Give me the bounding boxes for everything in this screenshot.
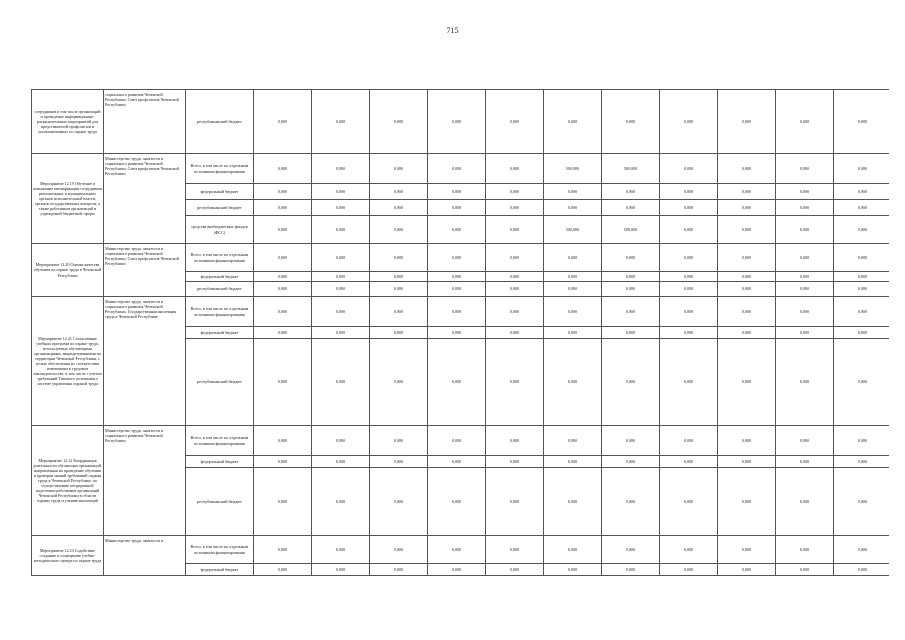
value-cell: 0,000 (254, 282, 312, 297)
value-cell: 0,000 (660, 536, 718, 564)
executors-cell: социального развития Чеченской Республики, Союз профсоюзов Чеченской Республики (104, 90, 186, 154)
value-cell: 0,000 (486, 216, 544, 244)
value-cell: 0,000 (602, 426, 660, 456)
table-wrap (31, 89, 889, 604)
value-cell: 500,000 (602, 154, 660, 184)
measure-name-cell: Мероприятие 12.22 Координация деятельности обучающих организаций, направленная на проведение обучения и проверки знаний требований охраны труда в Чеченской Республике, по осуществлению непрерывной подготовки работников организаций Чеченской Республики в области охраны труда и учению инспекций (32, 426, 104, 536)
value-cell: 0,000 (370, 297, 428, 327)
value-cell: 0,000 (254, 154, 312, 184)
funding-source-cell: федеральный бюджет (186, 327, 254, 339)
value-cell: 0,000 (428, 536, 486, 564)
measure-name-cell: сотрудников в том числе организаций и проведение информационно-разъяснительных мероприятий для представителей профсоюзов и уполномоченных по охране труда (32, 90, 104, 154)
value-cell: 0,000 (312, 216, 370, 244)
funding-source-cell: федеральный бюджет (186, 272, 254, 282)
value-cell: 0,000 (254, 536, 312, 564)
value-cell: 0,000 (602, 282, 660, 297)
value-cell: 0,000 (834, 426, 890, 456)
value-cell: 0,000 (776, 456, 834, 468)
funding-source-cell: федеральный бюджет (186, 184, 254, 200)
funding-source-cell: республиканский бюджет (186, 468, 254, 536)
measure-name-cell: Мероприятие 12.23 Содействие созданию и оснащению учебно-методического центра по охране труда (32, 536, 104, 576)
value-cell: 0,000 (660, 339, 718, 426)
value-cell: 0,000 (718, 297, 776, 327)
funding-source-cell: Всего, в том числе по отдельным источникам финансирования (186, 297, 254, 327)
value-cell: 0,000 (370, 272, 428, 282)
value-cell: 0,000 (718, 426, 776, 456)
value-cell: 0,000 (486, 244, 544, 272)
value-cell: 0,000 (254, 339, 312, 426)
value-cell: 0,000 (312, 282, 370, 297)
value-cell: 0,000 (428, 200, 486, 216)
value-cell: 0,000 (254, 468, 312, 536)
value-cell: 0,000 (718, 327, 776, 339)
table-row (32, 90, 890, 154)
value-cell: 0,000 (660, 426, 718, 456)
value-cell: 0,000 (834, 564, 890, 576)
value-cell: 0,000 (718, 216, 776, 244)
value-cell: 0,000 (254, 184, 312, 200)
value-cell: 0,000 (486, 90, 544, 154)
value-cell: 500,000 (544, 154, 602, 184)
funding-source-cell: республиканский бюджет (186, 339, 254, 426)
value-cell: 500,000 (544, 216, 602, 244)
value-cell: 0,000 (718, 564, 776, 576)
value-cell: 0,000 (660, 297, 718, 327)
value-cell: 0,000 (312, 564, 370, 576)
value-cell: 0,000 (834, 244, 890, 272)
value-cell: 0,000 (312, 200, 370, 216)
value-cell: 0,000 (428, 468, 486, 536)
value-cell: 0,000 (370, 564, 428, 576)
value-cell: 0,000 (428, 297, 486, 327)
value-cell: 0,000 (254, 90, 312, 154)
value-cell: 0,000 (776, 564, 834, 576)
funding-source-cell: средства внебюджетных фондов (ФСС) (186, 216, 254, 244)
value-cell: 0,000 (544, 297, 602, 327)
value-cell: 0,000 (660, 456, 718, 468)
value-cell: 0,000 (776, 216, 834, 244)
value-cell: 0,000 (544, 90, 602, 154)
value-cell: 0,000 (254, 456, 312, 468)
value-cell: 0,000 (370, 244, 428, 272)
value-cell: 0,000 (718, 272, 776, 282)
value-cell: 0,000 (312, 184, 370, 200)
value-cell: 0,000 (718, 90, 776, 154)
value-cell: 0,000 (834, 282, 890, 297)
value-cell: 0,000 (718, 536, 776, 564)
table-row (32, 297, 890, 327)
value-cell: 0,000 (834, 200, 890, 216)
value-cell: 0,000 (834, 216, 890, 244)
page-number: 715 (446, 26, 459, 35)
value-cell: 0,000 (602, 339, 660, 426)
value-cell: 0,000 (370, 468, 428, 536)
value-cell: 0,000 (254, 426, 312, 456)
table-row (32, 426, 890, 456)
value-cell: 0,000 (660, 272, 718, 282)
value-cell: 0,000 (486, 426, 544, 456)
value-cell: 0,000 (312, 244, 370, 272)
value-cell: 0,000 (602, 272, 660, 282)
value-cell: 0,000 (254, 297, 312, 327)
value-cell: 0,000 (428, 564, 486, 576)
value-cell: 0,000 (602, 456, 660, 468)
value-cell: 0,000 (602, 184, 660, 200)
value-cell: 0,000 (776, 327, 834, 339)
funding-table (31, 89, 889, 576)
value-cell: 0,000 (718, 456, 776, 468)
executors-cell: Министерство труда, занятости и социального развития Чеченской Республики, Союз профсоюзов Чеченской Республики (104, 154, 186, 244)
value-cell: 0,000 (660, 468, 718, 536)
value-cell: 0,000 (254, 327, 312, 339)
value-cell: 0,000 (544, 426, 602, 456)
value-cell: 0,000 (428, 244, 486, 272)
value-cell: 0,000 (718, 154, 776, 184)
value-cell: 0,000 (254, 244, 312, 272)
value-cell: 0,000 (370, 456, 428, 468)
value-cell: 0,000 (776, 468, 834, 536)
table-body (32, 90, 890, 576)
value-cell: 0,000 (428, 154, 486, 184)
value-cell: 0,000 (544, 184, 602, 200)
value-cell: 0,000 (370, 339, 428, 426)
value-cell: 0,000 (486, 154, 544, 184)
value-cell: 0,000 (834, 468, 890, 536)
value-cell: 0,000 (602, 468, 660, 536)
executors-cell: Министерство труда, занятости и социального развития Чеченской Республики, Союз профсоюзов Чеченской Республики (104, 244, 186, 297)
value-cell: 0,000 (254, 216, 312, 244)
value-cell: 0,000 (776, 184, 834, 200)
value-cell: 0,000 (834, 327, 890, 339)
value-cell: 0,000 (660, 154, 718, 184)
funding-source-cell: республиканский бюджет (186, 200, 254, 216)
value-cell: 0,000 (312, 90, 370, 154)
value-cell: 0,000 (776, 200, 834, 216)
value-cell: 0,000 (602, 297, 660, 327)
value-cell: 0,000 (486, 564, 544, 576)
value-cell: 0,000 (370, 184, 428, 200)
value-cell: 0,000 (544, 456, 602, 468)
value-cell: 0,000 (834, 184, 890, 200)
value-cell: 0,000 (776, 244, 834, 272)
value-cell: 0,000 (834, 272, 890, 282)
value-cell: 0,000 (602, 90, 660, 154)
table-row (32, 154, 890, 184)
value-cell: 0,000 (834, 297, 890, 327)
measure-name-cell: Мероприятие 12.20 Оценка качества обучения по охране труда в Чеченской Республике (32, 244, 104, 297)
table-row (32, 244, 890, 272)
value-cell: 0,000 (544, 200, 602, 216)
value-cell: 0,000 (544, 468, 602, 536)
value-cell: 0,000 (776, 90, 834, 154)
value-cell: 0,000 (254, 564, 312, 576)
value-cell: 0,000 (544, 536, 602, 564)
value-cell: 0,000 (776, 339, 834, 426)
measure-name-cell: Мероприятие 12.21 Согласование учебных программ по охране труда, используемых обучающими организациями, аккредитованными на территории Чеченской Республики, с целью обеспечения их соответствия изменениям в трудовом законодательстве, в том числе с учетом требований Типового положения о системе управления охраной труда (32, 297, 104, 426)
value-cell: 0,000 (370, 90, 428, 154)
value-cell: 0,000 (312, 339, 370, 426)
value-cell: 0,000 (428, 327, 486, 339)
value-cell: 0,000 (428, 339, 486, 426)
value-cell: 0,000 (660, 90, 718, 154)
value-cell: 0,000 (834, 154, 890, 184)
executors-cell: Министерство труда, занятости и социального развития Чеченской Республики (104, 426, 186, 536)
value-cell: 0,000 (776, 154, 834, 184)
value-cell: 0,000 (428, 272, 486, 282)
measure-name-cell: Мероприятие 12.19 Обучение и повышение квалификации сотрудников региональных и муниципальных органов исполнительной власти, органов государственных контроля, а также работников организаций и учреждений бюджетной сферы (32, 154, 104, 244)
value-cell: 0,000 (428, 184, 486, 200)
value-cell: 0,000 (602, 244, 660, 272)
value-cell: 0,000 (834, 90, 890, 154)
value-cell: 0,000 (544, 327, 602, 339)
value-cell: 0,000 (428, 426, 486, 456)
value-cell: 0,000 (544, 564, 602, 576)
value-cell: 0,000 (718, 339, 776, 426)
value-cell: 0,000 (602, 536, 660, 564)
value-cell: 0,000 (254, 272, 312, 282)
value-cell: 0,000 (428, 456, 486, 468)
value-cell: 0,000 (312, 468, 370, 536)
value-cell: 0,000 (312, 327, 370, 339)
value-cell: 0,000 (370, 154, 428, 184)
value-cell: 0,000 (486, 282, 544, 297)
value-cell: 0,000 (370, 282, 428, 297)
value-cell: 0,000 (718, 468, 776, 536)
table-row (32, 536, 890, 564)
value-cell: 0,000 (660, 244, 718, 272)
funding-source-cell: республиканский бюджет (186, 282, 254, 297)
executors-cell: Министерство труда, занятости и социального развития Чеченской Республики, Государственная инспекция труда в Чеченской Республике (104, 297, 186, 426)
value-cell: 0,000 (312, 536, 370, 564)
value-cell: 0,000 (776, 426, 834, 456)
value-cell: 0,000 (486, 456, 544, 468)
value-cell: 0,000 (718, 282, 776, 297)
value-cell: 0,000 (370, 216, 428, 244)
value-cell: 0,000 (486, 200, 544, 216)
value-cell: 0,000 (834, 339, 890, 426)
value-cell: 0,000 (544, 272, 602, 282)
value-cell: 0,000 (544, 339, 602, 426)
value-cell: 0,000 (776, 282, 834, 297)
value-cell: 0,000 (312, 272, 370, 282)
value-cell: 0,000 (312, 456, 370, 468)
value-cell: 0,000 (602, 200, 660, 216)
value-cell: 0,000 (428, 90, 486, 154)
value-cell: 0,000 (486, 327, 544, 339)
value-cell: 0,000 (544, 244, 602, 272)
value-cell: 0,000 (776, 297, 834, 327)
value-cell: 0,000 (486, 184, 544, 200)
value-cell: 0,000 (544, 282, 602, 297)
value-cell: 0,000 (370, 426, 428, 456)
value-cell: 0,000 (486, 339, 544, 426)
value-cell: 0,000 (718, 184, 776, 200)
funding-source-cell: республиканский бюджет (186, 90, 254, 154)
funding-source-cell: Всего, в том числе по отдельным источникам финансирования (186, 244, 254, 272)
value-cell: 0,000 (370, 200, 428, 216)
value-cell: 0,000 (718, 244, 776, 272)
value-cell: 0,000 (776, 272, 834, 282)
value-cell: 0,000 (486, 297, 544, 327)
value-cell: 0,000 (486, 272, 544, 282)
value-cell: 0,000 (312, 426, 370, 456)
value-cell: 0,000 (486, 468, 544, 536)
value-cell: 0,000 (718, 200, 776, 216)
value-cell: 0,000 (660, 282, 718, 297)
value-cell: 0,000 (428, 282, 486, 297)
value-cell: 0,000 (660, 327, 718, 339)
funding-source-cell: Всего, в том числе по отдельным источникам финансирования (186, 426, 254, 456)
funding-source-cell: Всего, в том числе по отдельным источникам финансирования (186, 154, 254, 184)
value-cell: 0,000 (660, 200, 718, 216)
executors-cell: Министерство труда, занятости и (104, 536, 186, 576)
value-cell: 0,000 (486, 536, 544, 564)
value-cell: 0,000 (660, 564, 718, 576)
value-cell: 0,000 (312, 297, 370, 327)
value-cell: 0,000 (602, 327, 660, 339)
value-cell: 0,000 (312, 154, 370, 184)
funding-source-cell: федеральный бюджет (186, 564, 254, 576)
value-cell: 0,000 (834, 536, 890, 564)
value-cell: 0,000 (370, 536, 428, 564)
value-cell: 0,000 (254, 200, 312, 216)
funding-source-cell: Всего, в том числе по отдельным источникам финансирования (186, 536, 254, 564)
value-cell: 0,000 (428, 216, 486, 244)
value-cell: 0,000 (660, 184, 718, 200)
value-cell: 0,000 (370, 327, 428, 339)
value-cell: 500,000 (602, 216, 660, 244)
value-cell: 0,000 (602, 564, 660, 576)
value-cell: 0,000 (834, 456, 890, 468)
value-cell: 0,000 (776, 536, 834, 564)
funding-source-cell: федеральный бюджет (186, 456, 254, 468)
value-cell: 0,000 (660, 216, 718, 244)
